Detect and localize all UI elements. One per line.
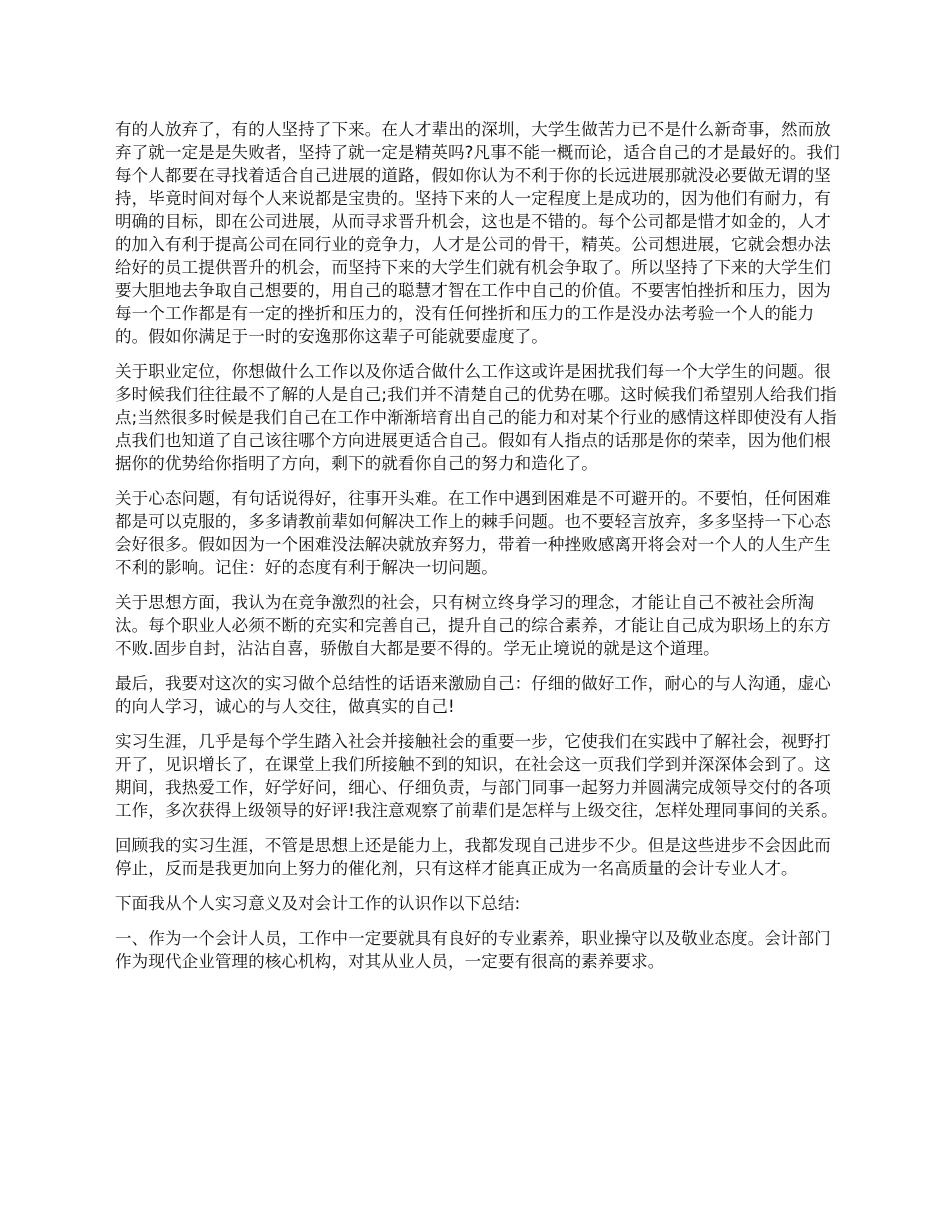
document-body (115, 118, 840, 985)
paragraph-mindset: 关于心态问题，有句话说得好，往事开头难。在工作中遇到困难是不可避开的。不要怕，任何困难都是可以克服的，多多请教前辈如何解决工作上的棘手问题。也不要轻言放弃，多多坚持一下心态会好很多。假如因为一个困难没法解决就放弃努力，带着一种挫败感离开将会对一个人的人生产生不利的影响。记住：好的态度有利于解决一切问题。 (115, 489, 831, 577)
paragraph-summary-intro: 下面我从个人实习意义及对会计工作的认识作以下总结: (115, 894, 521, 913)
paragraph-career-positioning: 关于职业定位，你想做什么工作以及你适合做什么工作这或许是困扰我们每一个大学生的问题。很多时候我们往往最不了解的人是自己;我们并不清楚自己的优势在哪。这时候我们希望别人给我们指点;当然很多时候是我们自己在工作中渐渐培育出自己的能力和对某个行业的感情这样即使没有人指点我们也知道了自己该往哪个方向进展更适合自己。假如有人指点的话那是你的荣幸，因为他们根据你的优势给你指明了方向，剩下的就看你自己的努力和造化了。 (115, 362, 837, 473)
paragraph-thinking: 关于思想方面，我认为在竞争激烈的社会，只有树立终身学习的理念，才能让自己不被社会所淘汰。每个职业人必须不断的充实和完善自己，提升自己的综合素养，才能让自己成为职场上的东方不败.固步自封，沾沾自喜，骄傲自大都是要不得的。学无止境说的就是这个道理。 (115, 593, 831, 658)
paragraph-point-one: 一、作为一个会计人员，工作中一定要就具有良好的专业素养，职业操守以及敬业态度。会计部门作为现代企业管理的核心机构，对其从业人员，一定要有很高的素养要求。 (115, 929, 831, 971)
paragraph-perseverance: 有的人放弃了，有的人坚持了下来。在人才辈出的深圳，大学生做苦力已不是什么新奇事，然而放弃了就一定是是失败者，坚持了就一定是精英吗?凡事不能一概而论，适合自己的才是最好的。我们每个人都要在寻找着适合自己进展的道路，假如你认为不利于你的长远进展那就没必要做无谓的坚持，毕竟时间对每个人来说都是宝贵的。坚持下来的人一定程度上是成功的，因为他们有耐力，有明确的目标，即在公司进展，从而寻求晋升机会，这也是不错的。每个公司都是惜才如金的，人才的加入有利于提高公司在同行业的竞争力，人才是公司的骨干，精英。公司想进展，它就会想办法给好的员工提供晋升的机会，而坚持下来的大学生们就有机会争取了。所以坚持了下来的大学生们要大胆地去争取自己想要的，用自己的聪慧才智在工作中自己的价值。不要害怕挫折和压力，因为每一个工作都是有一定的挫折和压力的，没有任何挫折和压力的工作是没办法考验一个人的能力的。假如你满足于一时的安逸那你这辈子可能就要虚度了。 (115, 120, 840, 346)
paragraph-review: 回顾我的实习生涯，不管是思想上还是能力上，我都发现自己进步不少。但是这些进步不会因此而停止，反而是我更加向上努力的催化剂，只有这样才能真正成为一名高质量的会计专业人才。 (115, 836, 831, 878)
paragraph-internship-life: 实习生涯，几乎是每个学生踏入社会并接触社会的重要一步，它使我们在实践中了解社会，视野打开了，见识增长了，在课堂上我们所接触不到的知识，在社会这一页我们学到并深深体会到了。这期间，我热爱工作，好学好问，细心、仔细负责，与部门同事一起努力并圆满完成领导交付的各项工作，多次获得上级领导的好评!我注意观察了前辈们是怎样与上级交往，怎样处理同事间的关系。 (115, 732, 838, 820)
paragraph-motto: 最后，我要对这次的实习做个总结性的话语来激励自己：仔细的做好工作，耐心的与人沟通，虚心的向人学习，诚心的与人交往，做真实的自己! (115, 674, 831, 716)
